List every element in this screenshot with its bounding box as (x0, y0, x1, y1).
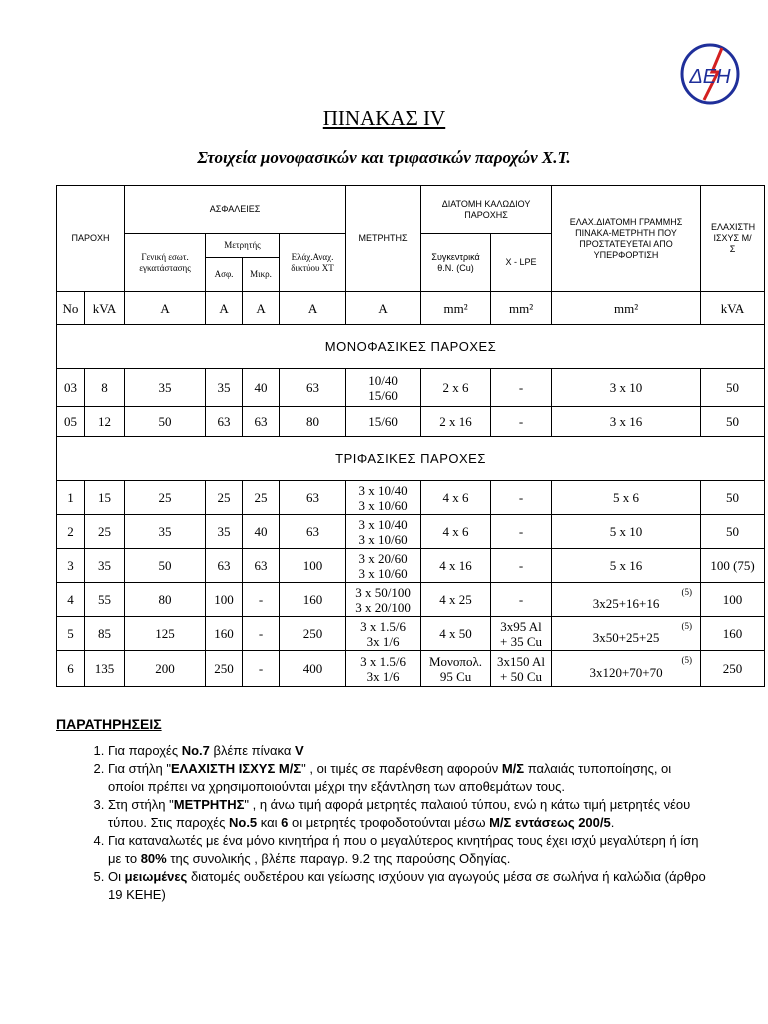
table-row (57, 369, 765, 407)
cell-xlpe: - (491, 549, 552, 583)
cell-metritis: 3 x 20/60 3 x 10/60 (346, 549, 421, 583)
cell-sygkentrika: 4 x 6 (421, 481, 491, 515)
cell-geniki: 50 (125, 407, 206, 437)
cell-kva: 35 (85, 549, 125, 583)
header-elax-anax: Ελάχ.Αναχ. δικτύου ΧΤ (280, 234, 346, 292)
cell-asf: 25 (206, 481, 243, 515)
cell-anax: 100 (280, 549, 346, 583)
cell-sygkentrika: 4 x 16 (421, 549, 491, 583)
unit-cell: mm² (491, 292, 552, 325)
notes-list (80, 742, 708, 904)
cell-elax-diatomi: 5 x 6 (552, 481, 701, 515)
header-asf: Ασφ. (206, 258, 243, 292)
cell-geniki: 35 (125, 515, 206, 549)
cell-geniki: 200 (125, 651, 206, 687)
cell-geniki: 50 (125, 549, 206, 583)
cell-elax-ischys: 50 (701, 515, 765, 549)
footnote-ref: (5) (681, 621, 693, 631)
table-row (57, 407, 765, 437)
cell-elax-ischys: 100 (701, 583, 765, 617)
page-title: ΠΙΝΑΚΑΣ IV (322, 106, 446, 130)
cell-no: 2 (57, 515, 85, 549)
cell-elax-ischys: 50 (701, 481, 765, 515)
cell-no: 1 (57, 481, 85, 515)
cell-sygkentrika: Μονοπολ. 95 Cu (421, 651, 491, 687)
cell-geniki: 125 (125, 617, 206, 651)
footnote-ref: (5) (681, 655, 693, 665)
header-metritis: ΜΕΤΡΗΤΗΣ (346, 186, 421, 292)
cell-elax-diatomi: (5) 3x25+16+16 (552, 583, 701, 617)
header-geniki: Γενική εσωτ. εγκατάστασης (125, 234, 206, 292)
cell-no: 4 (57, 583, 85, 617)
cell-xlpe: - (491, 481, 552, 515)
cell-anax: 400 (280, 651, 346, 687)
unit-cell: kVA (85, 292, 125, 325)
page-subtitle: Στοιχεία μονοφασικών και τριφασικών παροχών Χ.Τ. (197, 148, 571, 167)
cell-anax: 63 (280, 515, 346, 549)
cell-xlpe: 3x95 Al + 35 Cu (491, 617, 552, 651)
cell-sygkentrika: 2 x 16 (421, 407, 491, 437)
cell-elax-ischys: 250 (701, 651, 765, 687)
cell-metritis: 3 x 10/40 3 x 10/60 (346, 481, 421, 515)
cell-mikr: 40 (243, 369, 280, 407)
cell-metritis: 3 x 50/100 3 x 20/100 (346, 583, 421, 617)
section-tri: ΤΡΙΦΑΣΙΚΕΣ ΠΑΡΟΧΕΣ (57, 437, 765, 481)
cell-xlpe: - (491, 369, 552, 407)
cell-elax-ischys: 50 (701, 369, 765, 407)
cell-geniki: 35 (125, 369, 206, 407)
cell-no: 3 (57, 549, 85, 583)
cell-sygkentrika: 4 x 25 (421, 583, 491, 617)
cell-anax: 63 (280, 369, 346, 407)
dei-logo (678, 42, 742, 106)
cell-elax-ischys: 50 (701, 407, 765, 437)
unit-cell: kVA (701, 292, 765, 325)
cell-sygkentrika: 4 x 6 (421, 515, 491, 549)
header-xlpe: X - LPE (491, 234, 552, 292)
cell-asf: 100 (206, 583, 243, 617)
units-row (57, 292, 765, 325)
header-asfaleies: ΑΣΦΑΛΕΙΕΣ (125, 186, 346, 234)
cell-mikr: - (243, 583, 280, 617)
cell-elax-diatomi: 5 x 16 (552, 549, 701, 583)
cell-anax: 160 (280, 583, 346, 617)
cell-kva: 8 (85, 369, 125, 407)
cell-asf: 250 (206, 651, 243, 687)
cell-asf: 160 (206, 617, 243, 651)
table-row (57, 651, 765, 687)
cell-elax-diatomi: (5) 3x120+70+70 (552, 651, 701, 687)
header-metritis-group: Μετρητής (206, 234, 280, 258)
header-diatomi: ΔΙΑΤΟΜΗ ΚΑΛΩΔΙΟΥ ΠΑΡΟΧΗΣ (421, 186, 552, 234)
cell-xlpe: - (491, 407, 552, 437)
cell-elax-diatomi: (5) 3x50+25+25 (552, 617, 701, 651)
table-row (57, 481, 765, 515)
cell-anax: 63 (280, 481, 346, 515)
cell-no: 6 (57, 651, 85, 687)
cell-mikr: 63 (243, 407, 280, 437)
logo-text: ΔΕΗ (689, 66, 731, 88)
unit-cell: A (346, 292, 421, 325)
cell-no: 05 (57, 407, 85, 437)
cell-anax: 250 (280, 617, 346, 651)
cell-metritis: 3 x 1.5/6 3x 1/6 (346, 651, 421, 687)
header-elax-ischys: ΕΛΑΧΙΣΤΗ ΙΣΧΥΣ Μ/Σ (701, 186, 765, 292)
cell-metritis: 3 x 1.5/6 3x 1/6 (346, 617, 421, 651)
cell-kva: 55 (85, 583, 125, 617)
cell-asf: 35 (206, 515, 243, 549)
footnote-ref: (5) (681, 587, 693, 597)
notes-title: ΠΑΡΑΤΗΡΗΣΕΙΣ (56, 716, 162, 732)
cell-mikr: - (243, 617, 280, 651)
cell-elax-diatomi: 3 x 16 (552, 407, 701, 437)
header-parochi: ΠΑΡΟΧΗ (57, 186, 125, 292)
cell-sygkentrika: 4 x 50 (421, 617, 491, 651)
cell-asf: 63 (206, 407, 243, 437)
cell-asf: 63 (206, 549, 243, 583)
unit-cell: A (206, 292, 243, 325)
unit-cell: mm² (421, 292, 491, 325)
table-row (57, 617, 765, 651)
supply-table (56, 185, 765, 687)
cell-metritis: 3 x 10/40 3 x 10/60 (346, 515, 421, 549)
cell-no: 5 (57, 617, 85, 651)
cell-xlpe: - (491, 515, 552, 549)
cell-mikr: 63 (243, 549, 280, 583)
cell-elax-ischys: 160 (701, 617, 765, 651)
cell-geniki: 25 (125, 481, 206, 515)
cell-asf: 35 (206, 369, 243, 407)
unit-cell: A (125, 292, 206, 325)
note-item: 2. Για στήλη "ΕΛΑΧΙΣΤΗ ΙΣΧΥΣ Μ/Σ" , οι τιμές σε παρένθεση αφορούν Μ/Σ παλαιάς τυποποίησης, οι οποίοι πρέπει να χρησιμοποιούνται μέχρι την εξάντληση των αποθεμάτων τους. (108, 760, 708, 796)
section-mono: ΜΟΝΟΦΑΣΙΚΕΣ ΠΑΡΟΧΕΣ (57, 325, 765, 369)
cell-kva: 15 (85, 481, 125, 515)
cell-metritis: 10/40 15/60 (346, 369, 421, 407)
header-sygkentrika: Συγκεντρικά θ.Ν. (Cu) (421, 234, 491, 292)
cell-mikr: 25 (243, 481, 280, 515)
unit-cell: A (243, 292, 280, 325)
unit-cell: Νο (57, 292, 85, 325)
unit-cell: mm² (552, 292, 701, 325)
table-row (57, 515, 765, 549)
cell-mikr: 40 (243, 515, 280, 549)
note-item: 5. Οι μειωμένες διατομές ουδετέρου και γείωσης ισχύουν για αγωγούς μέσα σε σωλήνα ή καλώδια (άρθρο 19 ΚΕΗΕ) (108, 868, 708, 904)
cell-kva: 12 (85, 407, 125, 437)
table-row (57, 583, 765, 617)
cell-kva: 25 (85, 515, 125, 549)
note-item: 1. Για παροχές Νο.7 βλέπε πίνακα V (108, 742, 708, 760)
unit-cell: A (280, 292, 346, 325)
cell-xlpe: 3x150 Al + 50 Cu (491, 651, 552, 687)
cell-kva: 135 (85, 651, 125, 687)
table-row (57, 549, 765, 583)
cell-elax-diatomi: 5 x 10 (552, 515, 701, 549)
header-mikr: Μικρ. (243, 258, 280, 292)
cell-no: 03 (57, 369, 85, 407)
cell-metritis: 15/60 (346, 407, 421, 437)
note-item: 4. Για καταναλωτές με ένα μόνο κινητήρα ή που ο μεγαλύτερος κινητήρας τους έχει ισχύ μεγαλύτερη ή ίση με το 80% της συνολικής , βλέπε παραγρ. 9.2 της παρούσης Οδηγίας. (108, 832, 708, 868)
header-elax-diatomi: ΕΛΑΧ.ΔΙΑΤΟΜΗ ΓΡΑΜΜΗΣ ΠΙΝΑΚΑ-ΜΕΤΡΗΤΗ ΠΟΥ ΠΡΟΣΤΑΤΕΥΕΤΑΙ ΑΠΟ ΥΠΕΡΦΟΡΤΙΣΗ (552, 186, 701, 292)
cell-xlpe: - (491, 583, 552, 617)
note-item: 3. Στη στήλη "ΜΕΤΡΗΤΗΣ" , η άνω τιμή αφορά μετρητές παλαιού τύπου, ενώ η κάτω τιμή μετρητές νέου τύπου. Στις παροχές Νο.5 και 6 οι μετρητές τροφοδοτούνται μέσω Μ/Σ εντάσεως 200/5. (108, 796, 708, 832)
cell-geniki: 80 (125, 583, 206, 617)
cell-kva: 85 (85, 617, 125, 651)
cell-mikr: - (243, 651, 280, 687)
cell-elax-diatomi: 3 x 10 (552, 369, 701, 407)
cell-sygkentrika: 2 x 6 (421, 369, 491, 407)
cell-elax-ischys: 100 (75) (701, 549, 765, 583)
cell-anax: 80 (280, 407, 346, 437)
